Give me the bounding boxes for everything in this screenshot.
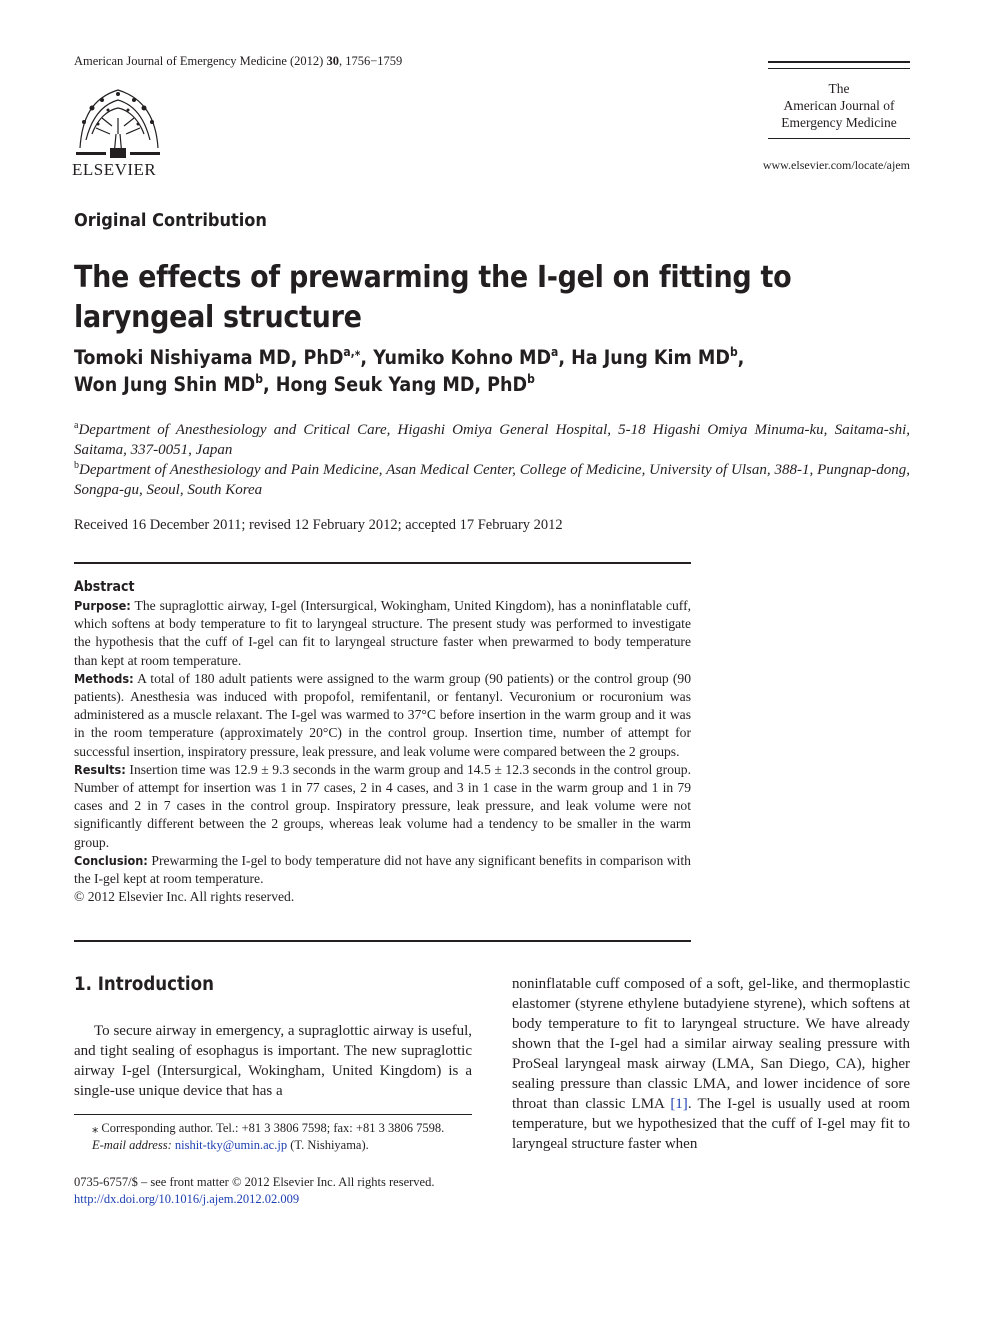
affiliation-a: $^a$Department of Anesthesiology and Critical Care, Higashi Omiya General Hospital, 5-18 Higashi Omiya Minuma-ku, Saitama-shi, Saitama, 337-0051, Japan (74, 420, 910, 458)
section-type: Original Contribution (74, 210, 267, 231)
doi-link[interactable]: http://dx.doi.org/10.1016/j.ajem.2012.02.009 (74, 1192, 300, 1206)
author: Hong Seuk Yang MD, PhD (275, 373, 528, 396)
abstract-copyright: © 2012 Elsevier Inc. All rights reserved. (74, 889, 295, 905)
journal-rule-top (768, 61, 910, 63)
introduction-text-left: To secure airway in emergency, a supraglottic airway is useful, and tight sealing of esophagus is important. The new supraglottic airway I-gel (Intersurgical, Wokingham, United Kingdom) is a single-use unique device that has a (74, 1023, 472, 1099)
journal-rule-top-thin (768, 68, 910, 69)
affiliation-b: $^b$Department of Anesthesiology and Pain Medicine, Asan Medical Center, College of Medicine, University of Ulsan, 388-1, Pungnap-dong, Songpa-gu, Seoul, South Korea (74, 460, 910, 498)
publisher-logo-text: ELSEVIER (72, 160, 157, 179)
corresponding-author: ⁎ Corresponding author. Tel.: +81 3 3806 7598; fax: +81 3 3806 7598. (92, 1121, 445, 1135)
introduction-text-right: noninflatable cuff composed of a soft, gel-like, and thermoplastic elastomer (styrene ethylene butadyiene styrene), which softens at body temperature to fit to laryngeal structure. We have already shown that the I-gel had a similar airway sealing pressure with ProSeal laryngeal mask airway (LMA, San Diego, CA), higher sealing pressure than classic LMA, and lower incidence of sore throat than classic LMA [1]. The I-gel is usually used at room temperature, but we hypothesized that the cuff of I-gel may fit to laryngeal structure faster when (512, 976, 910, 1152)
email-line: E-mail address: nishit-tky@umin.ac.jp (T. Nishiyama). (92, 1138, 369, 1152)
email-link[interactable]: nishit-tky@umin.ac.jp (174, 1138, 288, 1152)
author: Yumiko Kohno MD (373, 346, 552, 369)
abstract-results: Results: Insertion time was 12.9 ± 9.3 seconds in the warm group and 14.5 ± 12.3 seconds in the control group. Number of attempt for insertion was 1 in 77 cases, 2 in 4 cases, and 3 in 1 case in the warm group and 1 in 79 cases and 2 in 7 cases in the control group. Inspiratory pressure, leak pressure, and leak volume were not significantly different between the 2 groups, whereas leak volume had a tendency to be smaller in the warm group. (74, 761, 691, 850)
abstract-body (74, 597, 691, 906)
author: Won Jung Shin MD (74, 373, 256, 396)
author: Ha Jung Kim MD (571, 346, 730, 369)
abstract-purpose: Purpose: The supraglottic airway, I-gel (Intersurgical, Wokingham, United Kingdom), has a noninflatable cuff, which softens at body temperature to fit to laryngeal structure. The present study was performed to investigate the hypothesis that the cuff of I-gel can fit to laryngeal structure faster when prewarmed to body temperature than kept at room temperature. (74, 598, 691, 668)
abstract-conclusion: Conclusion: Prewarming the I-gel to body temperature did not have any significant benefits in comparison with the I-gel kept at room temperature. (74, 852, 691, 887)
article-dates: Received 16 December 2011; revised 12 February 2012; accepted 17 February 2012 (74, 517, 563, 533)
issn-line: 0735-6757/$ – see front matter © 2012 Elsevier Inc. All rights reserved. (74, 1175, 435, 1189)
abstract-rule-bottom (74, 940, 691, 942)
abstract-methods: Methods: A total of 180 adult patients were assigned to the warm group (90 patients) or the control group (90 patients). Anesthesia was induced with propofol, remifentanil, or fentanyl. Vecuronium or rocuronium was administered as a muscle relaxant. The I-gel was warmed to 37°C before insertion in the warm group and it was in the room temperature (approximately 20°C) in the control group. Insertion time, number of attempt for successful insertion, inspiratory pressure, leak pressure, and leak volume were compared between the 2 groups. (74, 670, 691, 759)
journal-rule-bottom (768, 138, 910, 139)
author: Tomoki Nishiyama MD, PhD (74, 346, 344, 369)
author-list: Tomoki Nishiyama MD, PhD$^{a,⁎}$, Yumiko Kohno $MD^a$, Ha Jung Kim $MD^b$, Won Jung Shin $MD^b$, Hong Seuk Yang MD, PhD$^b$ (74, 345, 745, 396)
footnote-rule (74, 1114, 472, 1115)
issn-doi (74, 1174, 434, 1208)
footnotes (74, 1120, 472, 1154)
abstract-heading: Abstract (74, 579, 135, 595)
journal-title: The American Journal of Emergency Medicine (781, 81, 897, 130)
reference-link[interactable]: [1] (670, 1096, 688, 1112)
abstract-rule-top (74, 562, 691, 564)
journal-url[interactable]: www.elsevier.com/locate/ajem (762, 158, 910, 172)
article-title: The effects of prewarming the I-gel on fitting to laryngeal structure (74, 260, 792, 335)
introduction-heading: 1. Introduction (74, 974, 214, 995)
journal-citation: American Journal of Emergency Medicine (2012) 30, 1756−1759 (74, 54, 403, 68)
